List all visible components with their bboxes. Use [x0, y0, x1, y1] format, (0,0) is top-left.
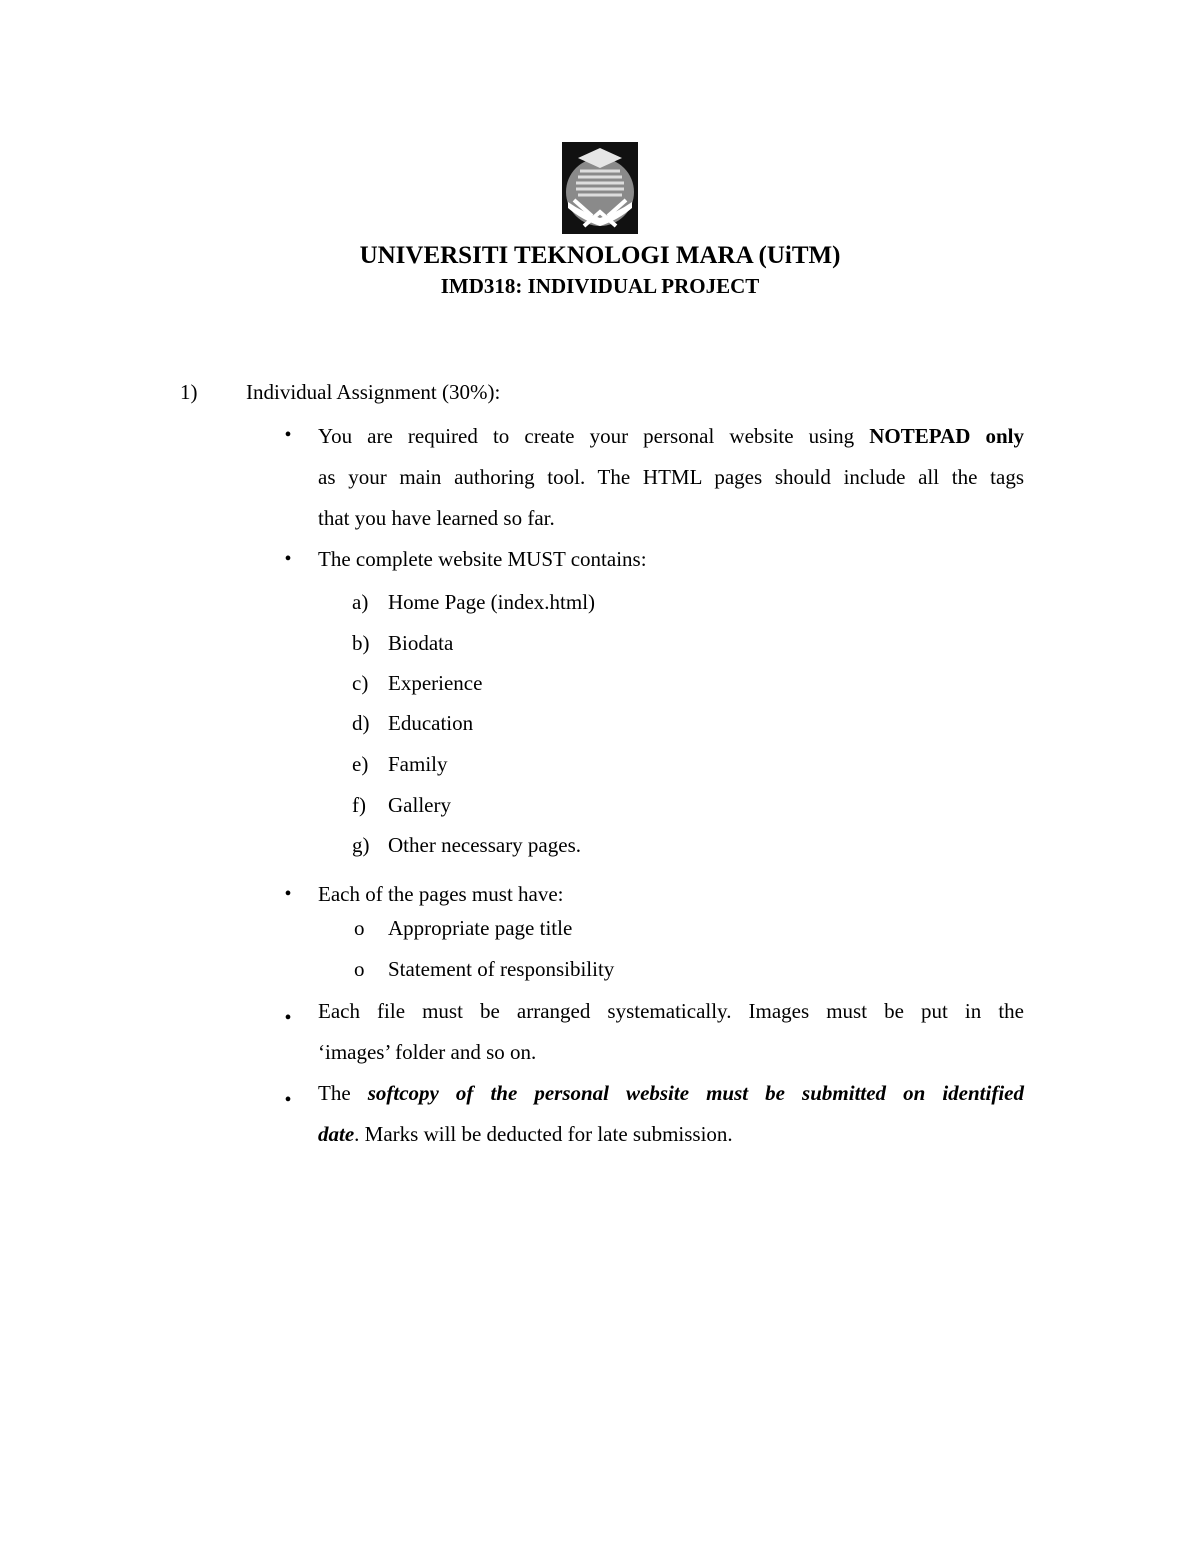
list-item	[318, 539, 1024, 580]
section-number: 1)	[180, 380, 198, 404]
section-heading: Individual Assignment (30%):	[246, 380, 501, 404]
bullet-text: Marks will be deducted for late submission.	[364, 1122, 733, 1146]
list-item	[318, 1073, 1024, 1155]
bullet-line: that you have learned so far.	[318, 506, 555, 530]
bullet-line	[318, 1073, 1024, 1114]
sub-item: Experience	[388, 671, 483, 695]
bullet-text: .	[354, 1122, 365, 1146]
circle-bullet-icon: o	[354, 916, 365, 940]
course-title: IMD318: INDIVIDUAL PROJECT	[440, 274, 760, 298]
emphasis-text: date	[318, 1122, 355, 1146]
sub-item-marker: d)	[352, 711, 370, 735]
sub-item-marker: a)	[352, 590, 369, 614]
sub-item-marker: c)	[352, 671, 369, 695]
bullet-icon: •	[284, 548, 292, 570]
bullet-text: The	[318, 1081, 368, 1105]
sub-item: Home Page (index.html)	[388, 590, 596, 614]
circle-bullet-icon: o	[354, 957, 365, 981]
bullet-line	[318, 416, 1024, 457]
uitm-crest-icon	[562, 142, 638, 234]
sub-item: Education	[388, 711, 474, 735]
sub-item: Other necessary pages.	[388, 833, 581, 857]
bullet-icon: •	[284, 1089, 292, 1111]
sub-item-marker: g)	[352, 833, 370, 857]
bullet-line	[318, 1114, 1024, 1155]
sub-item: Statement of responsibility	[388, 957, 615, 981]
list-item	[318, 874, 1024, 915]
bullet-icon: •	[284, 1007, 292, 1029]
bullet-icon: •	[284, 424, 292, 446]
list-item	[318, 416, 1024, 539]
bullet-line: ‘images’ folder and so on.	[318, 1040, 537, 1064]
sub-item-marker: f)	[352, 793, 366, 817]
bullet-text: The complete website MUST contains:	[318, 547, 647, 571]
sub-item-marker: b)	[352, 631, 370, 655]
sub-item: Biodata	[388, 631, 454, 655]
bullet-line: as your main authoring tool. The HTML pages should include all the tags	[318, 465, 1024, 489]
list-item	[318, 991, 1024, 1073]
bold-text: NOTEPAD only	[869, 424, 1024, 448]
sub-item: Gallery	[388, 793, 451, 817]
bullet-text: Each of the pages must have:	[318, 882, 564, 906]
sub-item: Family	[388, 752, 448, 776]
sub-item-marker: e)	[352, 752, 369, 776]
bullet-line: Each file must be arranged systematically. Images must be put in the	[318, 999, 1024, 1023]
emphasis-text: softcopy of the personal website must be submitted on identified	[367, 1081, 1024, 1105]
university-title: UNIVERSITI TEKNOLOGI MARA (UiTM)	[359, 242, 841, 269]
sub-item: Appropriate page title	[388, 916, 573, 940]
bullet-text: You are required to create your personal website using	[318, 424, 870, 448]
bullet-icon: •	[284, 883, 292, 905]
